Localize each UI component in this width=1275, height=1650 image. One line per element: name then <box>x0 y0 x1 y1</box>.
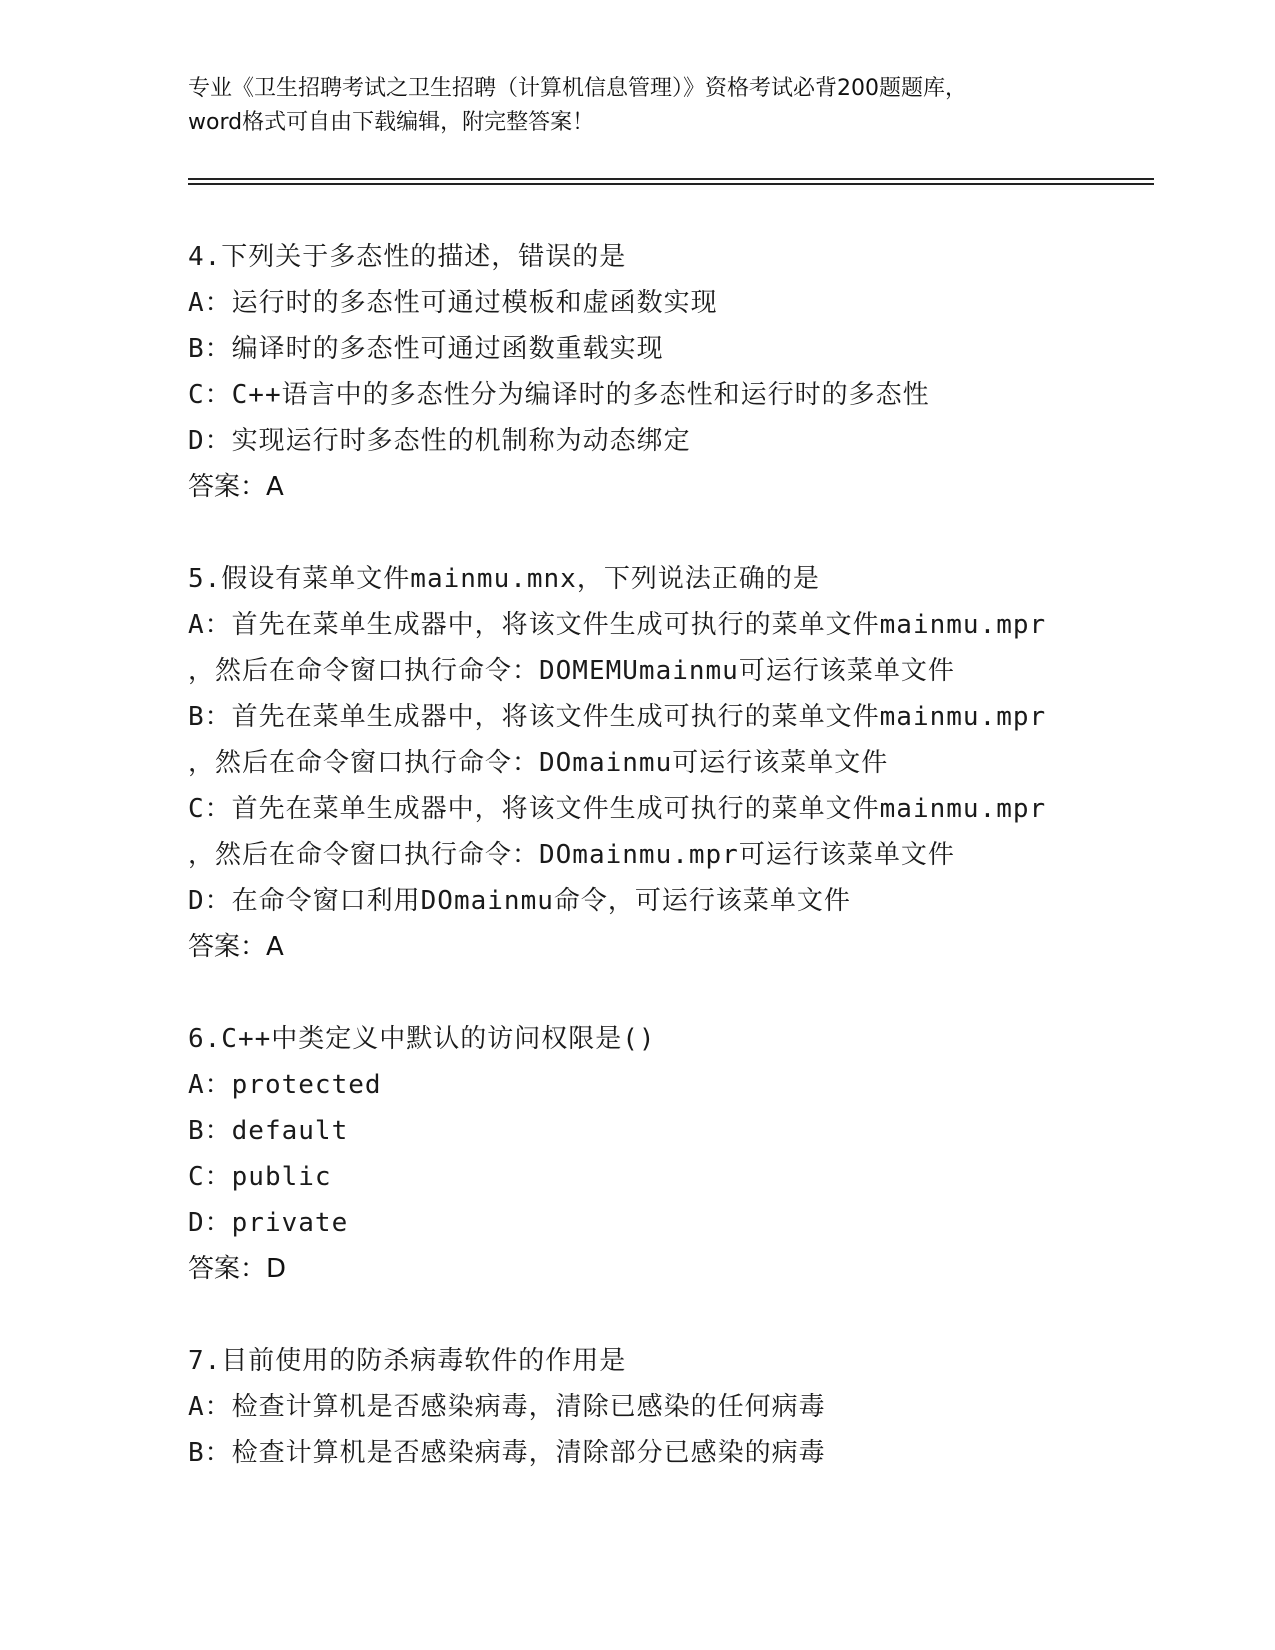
header-divider-top <box>188 178 1154 180</box>
question-6 <box>188 1016 1148 1292</box>
option-c: C：C++语言中的多态性分为编译时的多态性和运行时的多态性 <box>188 380 930 410</box>
option-b: B：检查计算机是否感染病毒，清除部分已感染的病毒 <box>188 1438 826 1468</box>
answer: 答案：A <box>188 932 284 962</box>
option-d: D：private <box>188 1208 349 1238</box>
header-title-line-1: 专业《卫生招聘考试之卫生招聘（计算机信息管理）》资格考试必背200题题库， <box>188 76 967 101</box>
header-title-line-2: word格式可自由下载编辑，附完整答案！ <box>188 110 595 135</box>
option-b: B：编译时的多态性可通过函数重载实现 <box>188 334 664 364</box>
option-b: B：default <box>188 1116 349 1146</box>
option-a: A：首先在菜单生成器中，将该文件生成可执行的菜单文件mainmu.mpr <box>188 610 1047 640</box>
question-stem: 4.下列关于多态性的描述，错误的是 <box>188 242 627 272</box>
question-stem: 7.目前使用的防杀病毒软件的作用是 <box>188 1346 627 1376</box>
answer: 答案：D <box>188 1254 287 1284</box>
question-list <box>188 234 1148 1522</box>
option-a: A：运行时的多态性可通过模板和虚函数实现 <box>188 288 718 318</box>
option-d: D：在命令窗口利用DOmainmu命令，可运行该菜单文件 <box>188 886 851 916</box>
question-5 <box>188 556 1148 970</box>
option-d: D：实现运行时多态性的机制称为动态绑定 <box>188 426 691 456</box>
option-c-continued: ，然后在命令窗口执行命令：DOmainmu.mpr可运行该菜单文件 <box>188 840 955 870</box>
question-stem: 5.假设有菜单文件mainmu.mnx，下列说法正确的是 <box>188 564 820 594</box>
option-c: C：public <box>188 1162 332 1192</box>
option-a: A：检查计算机是否感染病毒，清除已感染的任何病毒 <box>188 1392 826 1422</box>
option-b: B：首先在菜单生成器中，将该文件生成可执行的菜单文件mainmu.mpr <box>188 702 1047 732</box>
option-c: C：首先在菜单生成器中，将该文件生成可执行的菜单文件mainmu.mpr <box>188 794 1047 824</box>
option-a: A：protected <box>188 1070 382 1100</box>
question-7 <box>188 1338 1148 1476</box>
option-a-continued: ，然后在命令窗口执行命令：DOMEMUmainmu可运行该菜单文件 <box>188 656 955 686</box>
question-stem: 6.C++中类定义中默认的访问权限是() <box>188 1024 656 1054</box>
header-divider-bottom <box>188 183 1154 185</box>
document-header <box>188 72 1088 140</box>
option-b-continued: ，然后在命令窗口执行命令：DOmainmu可运行该菜单文件 <box>188 748 889 778</box>
answer: 答案：A <box>188 472 284 502</box>
question-4 <box>188 234 1148 510</box>
